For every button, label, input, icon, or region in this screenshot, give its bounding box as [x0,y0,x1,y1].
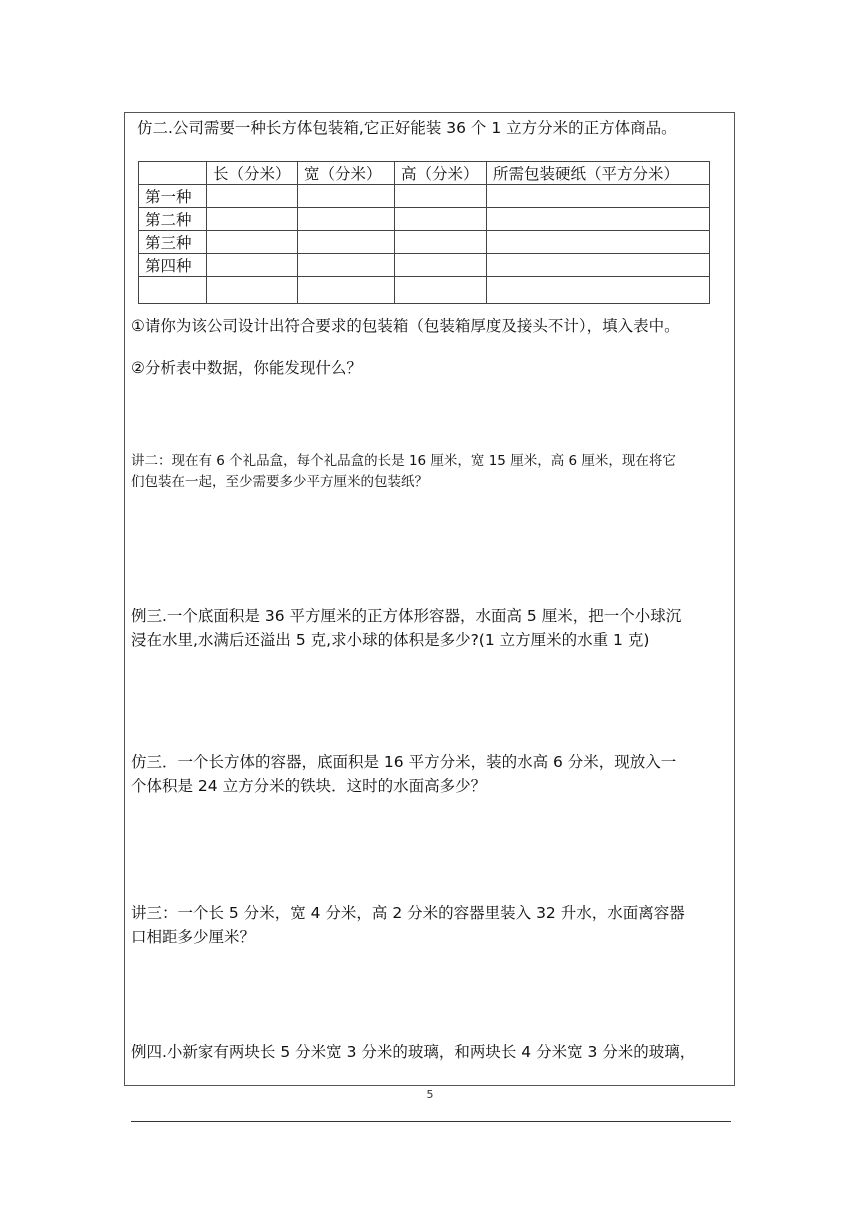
answer-cell[interactable] [487,231,710,254]
row-label: 第二种 [139,208,207,231]
answer-cell[interactable] [298,208,395,231]
answer-cell[interactable] [207,277,298,304]
table-header-cell: 宽（分米） [298,162,395,185]
answer-cell[interactable] [298,231,395,254]
answer-cell[interactable] [298,185,395,208]
problem-li4-line1: 例四.小新家有两块长 5 分米宽 3 分米的玻璃，和两块长 4 分米宽 3 分米的玻璃， [131,1043,696,1061]
row-label [139,277,207,304]
table-header-row [139,162,710,185]
table-header-cell: 高（分米） [395,162,487,185]
answer-cell[interactable] [207,185,298,208]
problem-fang3-line1: 仿三．一个长方体的容器，底面积是 16 平方分米，装的水高 6 分米，现放入一 [131,753,677,771]
table-header-cell: 长（分米） [207,162,298,185]
answer-cell[interactable] [487,254,710,277]
row-label: 第一种 [139,185,207,208]
page-number: 5 [426,1088,434,1101]
problem-jiang3-line1: 讲三：一个长 5 分米，宽 4 分米，高 2 分米的容器里装入 32 升水，水面离容器 [131,904,685,922]
answer-cell[interactable] [395,277,487,304]
answer-cell[interactable] [487,208,710,231]
answer-cell[interactable] [395,185,487,208]
row-label: 第四种 [139,254,207,277]
answer-cell[interactable] [298,254,395,277]
question-1: ①请你为该公司设计出符合要求的包装箱（包装箱厚度及接头不计），填入表中。 [131,317,680,335]
answer-cell[interactable] [395,231,487,254]
table-row [139,185,710,208]
answer-cell[interactable] [207,254,298,277]
problem-jiang2-line2: 们包装在一起，至少需要多少平方厘米的包装纸？ [131,474,428,490]
answer-cell[interactable] [487,277,710,304]
problem-fang2-text: 仿二.公司需要一种长方体包装箱,它正好能装 36 个 1 立方分米的正方体商品。 [137,119,677,137]
problem-fang3-line2: 个体积是 24 立方分米的铁块．这时的水面高多少？ [131,777,487,795]
answer-cell[interactable] [207,208,298,231]
problem-jiang2-line1: 讲二：现在有 6 个礼品盒，每个礼品盒的长是 16 厘米，宽 15 厘米，高 6 厘米，现在将它 [131,453,676,469]
table-row [139,254,710,277]
table-row [139,277,710,304]
packaging-table [138,161,710,304]
row-label: 第三种 [139,231,207,254]
answer-cell[interactable] [395,208,487,231]
table-row [139,231,710,254]
question-2: ②分析表中数据，你能发现什么？ [131,359,362,377]
answer-cell[interactable] [487,185,710,208]
table-header-cell [139,162,207,185]
answer-cell[interactable] [395,254,487,277]
problem-jiang3-line2: 口相距多少厘米？ [131,928,256,946]
table-header-cell: 所需包装硬纸（平方分米） [487,162,710,185]
answer-cell[interactable] [298,277,395,304]
answer-cell[interactable] [207,231,298,254]
footer-rule [131,1121,731,1122]
problem-li3-line1: 例三.一个底面积是 36 平方厘米的正方体形容器，水面高 5 厘米，把一个小球沉 [131,607,682,625]
problem-li3-line2: 浸在水里,水满后还溢出 5 克,求小球的体积是多少?(1 立方厘米的水重 1 克) [131,631,650,649]
table-row [139,208,710,231]
